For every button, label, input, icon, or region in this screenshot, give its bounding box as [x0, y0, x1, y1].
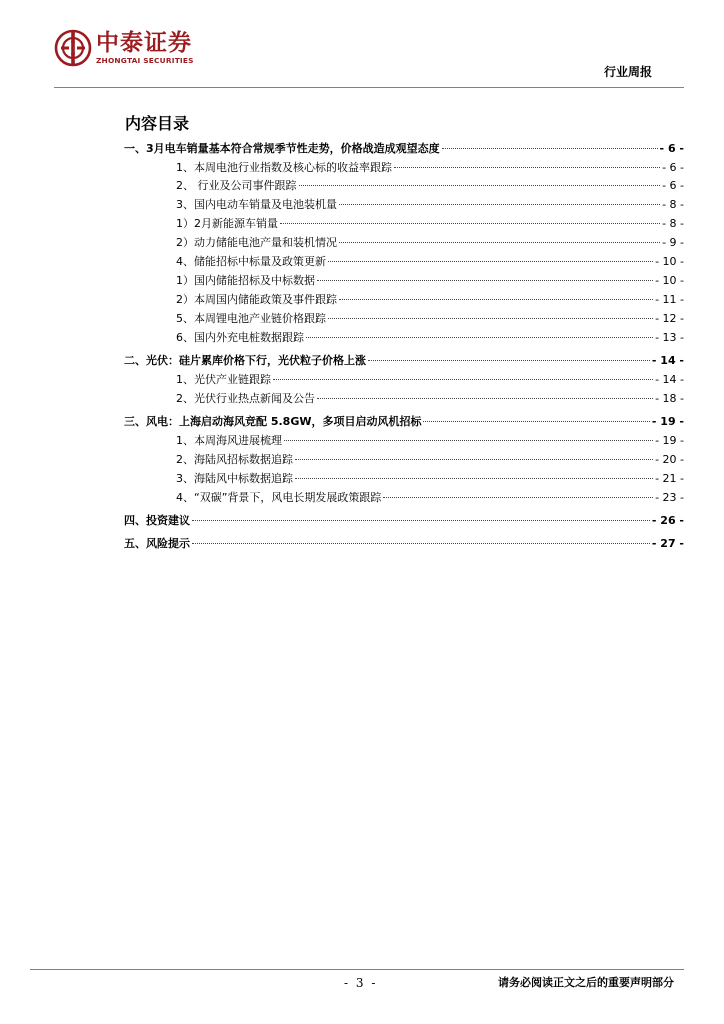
toc-page-number: - 18 -	[655, 392, 684, 405]
toc-page-number: - 9 -	[662, 236, 684, 249]
toc-subsection-entry[interactable]	[176, 291, 684, 309]
toc-page-number: - 21 -	[655, 472, 684, 485]
toc-dot-leader	[339, 204, 660, 205]
toc-dot-leader	[192, 543, 650, 544]
toc-page-number: - 8 -	[662, 217, 684, 230]
toc-entry-title: 二、光伏：硅片累库价格下行，光伏粒子价格上涨	[124, 354, 366, 367]
toc-page-number: - 12 -	[655, 312, 684, 325]
toc-entry-title: 1）2月新能源车销量	[176, 217, 278, 230]
toc-entry-title: 2、 行业及公司事件跟踪	[176, 179, 297, 192]
toc-subsection-entry[interactable]	[176, 215, 684, 233]
toc-entry-title: 2）本周国内储能政策及事件跟踪	[176, 293, 337, 306]
toc-page-number: - 19 -	[655, 434, 684, 447]
toc-entry-title: 一、3月电车销量基本符合常规季节性走势，价格战造成观望态度	[124, 142, 440, 155]
toc-dot-leader	[317, 280, 653, 281]
toc-subsection-entry[interactable]	[176, 253, 684, 271]
company-logo	[54, 28, 224, 70]
toc-entry-title: 1、本周电池行业指数及核心标的收益率跟踪	[176, 161, 392, 174]
toc-entry-title: 4、储能招标中标量及政策更新	[176, 255, 326, 268]
toc-dot-leader	[423, 421, 649, 422]
toc-page-number: - 14 -	[655, 373, 684, 386]
toc-subsection-entry[interactable]	[176, 390, 684, 408]
toc-dot-leader	[394, 167, 660, 168]
toc-dot-leader	[317, 398, 653, 399]
toc-dot-leader	[295, 459, 653, 460]
zhongtai-logo-icon	[54, 29, 92, 67]
toc-entry-title: 2、海陆风招标数据追踪	[176, 453, 293, 466]
toc-dot-leader	[368, 360, 650, 361]
toc-subsection-entry[interactable]	[176, 470, 684, 488]
toc-section-entry[interactable]	[124, 535, 684, 553]
toc-dot-leader	[339, 242, 660, 243]
toc-dot-leader	[328, 318, 653, 319]
toc-entry-title: 1、光伏产业链跟踪	[176, 373, 271, 386]
toc-dot-leader	[328, 261, 653, 262]
toc-entry-title: 5、本周锂电池产业链价格跟踪	[176, 312, 326, 325]
toc-dot-leader	[280, 223, 660, 224]
toc-entry-title: 1）国内储能招标及中标数据	[176, 274, 315, 287]
toc-section-entry[interactable]	[124, 413, 684, 431]
toc-entry-title: 四、投资建议	[124, 514, 190, 527]
company-name-en: ZHONGTAI SECURITIES	[96, 56, 194, 65]
toc-subsection-entry[interactable]	[176, 432, 684, 450]
toc-subsection-entry[interactable]	[176, 196, 684, 214]
toc-page-number: - 14 -	[651, 354, 684, 367]
toc-subsection-entry[interactable]	[176, 272, 684, 290]
toc-subsection-entry[interactable]	[176, 177, 684, 195]
toc-subsection-entry[interactable]	[176, 234, 684, 252]
toc-section-entry[interactable]	[124, 352, 684, 370]
toc-title: 内容目录	[125, 114, 190, 133]
toc-entry-title: 2）动力储能电池产量和装机情况	[176, 236, 337, 249]
toc-page-number: - 10 -	[655, 255, 684, 268]
toc-page-number: - 20 -	[655, 453, 684, 466]
toc-dot-leader	[192, 520, 650, 521]
toc-page-number: - 19 -	[651, 415, 684, 428]
toc-entry-title: 2、光伏行业热点新闻及公告	[176, 392, 315, 405]
toc-page-number: - 26 -	[651, 514, 684, 527]
toc-subsection-entry[interactable]	[176, 310, 684, 328]
footer-divider	[30, 969, 684, 970]
toc-page-number: - 6 -	[662, 161, 684, 174]
toc-dot-leader	[295, 478, 653, 479]
report-type: 行业周报	[603, 65, 652, 79]
toc-page-number: - 6 -	[659, 142, 684, 155]
toc-subsection-entry[interactable]	[176, 329, 684, 347]
toc-dot-leader	[284, 440, 653, 441]
toc-subsection-entry[interactable]	[176, 489, 684, 507]
toc-dot-leader	[306, 337, 653, 338]
toc-page-number: - 8 -	[662, 198, 684, 211]
toc-section-entry[interactable]	[124, 140, 684, 158]
company-name: 中泰证券	[96, 30, 192, 56]
toc-entry-title: 五、风险提示	[124, 537, 190, 550]
toc-dot-leader	[442, 148, 658, 149]
toc-entry-title: 6、国内外充电桩数据跟踪	[176, 331, 304, 344]
toc-page-number: - 6 -	[662, 179, 684, 192]
toc-dot-leader	[273, 379, 653, 380]
toc-page-number: - 23 -	[655, 491, 684, 504]
footer-disclaimer: 请务必阅读正文之后的重要声明部分	[498, 976, 674, 989]
toc-page-number: - 11 -	[655, 293, 684, 306]
toc-entry-title: 三、风电：上海启动海风竞配 5.8GW，多项目启动风机招标	[124, 415, 422, 428]
toc-dot-leader	[339, 299, 653, 300]
toc-entry-title: 3、海陆风中标数据追踪	[176, 472, 293, 485]
header-divider	[54, 87, 684, 88]
toc-dot-leader	[383, 497, 653, 498]
toc-page-number: - 27 -	[651, 537, 684, 550]
toc-subsection-entry[interactable]	[176, 451, 684, 469]
page-number: - 3 -	[344, 976, 378, 990]
toc-dot-leader	[299, 185, 661, 186]
toc-entry-title: 4、“双碳”背景下，风电长期发展政策跟踪	[176, 491, 382, 504]
toc-page-number: - 13 -	[655, 331, 684, 344]
toc-subsection-entry[interactable]	[176, 371, 684, 389]
toc-entry-title: 3、国内电动车销量及电池装机量	[176, 198, 337, 211]
toc-subsection-entry[interactable]	[176, 159, 684, 177]
toc-entry-title: 1、本周海风进展梳理	[176, 434, 282, 447]
toc-section-entry[interactable]	[124, 512, 684, 530]
toc-page-number: - 10 -	[655, 274, 684, 287]
